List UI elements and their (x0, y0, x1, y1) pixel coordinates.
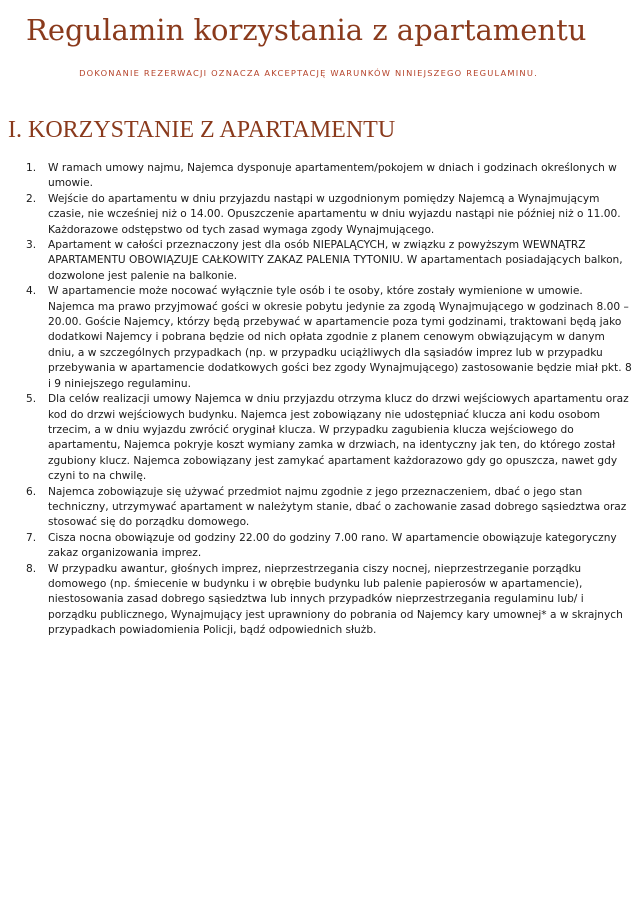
rule-item-4 (0, 284, 632, 392)
rule-number: 4. (26, 285, 37, 298)
rule-item-5 (0, 392, 632, 484)
rule-text: Apartament w całości przeznaczony jest dla osób NIEPALĄCYCH, w związku z powyższym WEWNĄTRZ APARTAMENTU OBOWIĄZUJE CAŁKOWITY ZAKAZ PALENIA TYTONIU. W apartamentach posiadających balkon, dozwolone jest palenie na balkonie. (48, 239, 623, 282)
document-title: Regulamin korzystania z apartamentu (26, 13, 587, 47)
rule-item-2 (0, 192, 632, 238)
rule-text: W ramach umowy najmu, Najemca dysponuje apartamentem/pokojem w dniach i godzinach określonych w umowie. (48, 162, 617, 190)
rule-item-6 (0, 485, 632, 531)
rule-number: 6. (26, 485, 37, 498)
rule-item-1 (0, 161, 632, 192)
rule-item-7 (0, 531, 632, 562)
rule-number: 7. (26, 531, 37, 544)
rule-text: Cisza nocna obowiązuje od godziny 22.00 do godziny 7.00 rano. W apartamencie obowiązuje kategoryczny zakaz organizowania imprez. (48, 531, 617, 560)
section-heading: I. KORZYSTANIE Z APARTAMENTU (8, 117, 396, 143)
rule-text: Dla celów realizacji umowy Najemca w dniu przyjazdu otrzyma klucz do drzwi wejściowych apartamentu oraz kod do drzwi wejściowych budynku. Najemca jest zobowiązany nie udostępniać klucza ani kodu osobom trzecim, a w dniu wyjazdu zwrócić oryginał klucza. W przypadku zagubienia klucza wejściowego do apartamentu, Najemca pokryje koszt wymiany zamka w drzwiach, na identyczny jak ten, do którego został zgubiony klucz. Najemca zobowiązany jest zamykać apartament każdorazowo gdy go opuszcza, nawet gdy czyni to na chwilę. (48, 393, 629, 483)
rule-number: 8. (26, 562, 37, 575)
rule-number: 2. (26, 192, 37, 205)
rule-item-3 (0, 238, 632, 284)
rules-list (0, 161, 637, 639)
rule-text: Najemca zobowiązuje się używać przedmiot najmu zgodnie z jego przeznaczeniem, dbać o jego stan techniczny, utrzymywać apartament w należytym stanie, dbać o zachowanie zasad dobrego sąsiedztwa oraz stosować się do porządku domowego. (48, 485, 627, 529)
rule-number: 1. (26, 162, 37, 174)
document-subtitle: DOKONANIE REZERWACJI OZNACZA AKCEPTACJĘ WARUNKÓW NINIEJSZEGO REGULAMINU. (79, 68, 538, 78)
rule-text: Wejście do apartamentu w dniu przyjazdu nastąpi w uzgodnionym pomiędzy Najemcą a Wynajmującym czasie, nie wcześniej niż o 14.00. Opuszczenie apartamentu w dniu wyjazdu nastąpi nie później niż o 11.00. Każdorazowe odstępstwo od tych zasad wymaga zgody Wynajmującego. (48, 192, 621, 236)
rule-item-8 (0, 562, 632, 639)
rule-number: 5. (26, 393, 37, 406)
rule-number: 3. (26, 239, 37, 252)
rule-text: W apartamencie może nocować wyłącznie tyle osób i te osoby, które zostały wymienione w umowie. Najemca ma prawo przyjmować gości w okresie pobytu jedynie za zgodą Wynajmującego w godzinach 8.00 – 20.00. Goście Najemcy, którzy będą przebywać w apartamencie poza tymi godzinami, traktowani będą jako dodatkowi Najemcy i pobrana będzie od nich opłata zgodnie z planem cenowym obwiązującym w danym dniu, a w szczególnych przypadkach (np. w przypadku uciążliwych dla sąsiadów imprez lub w przypadku przebywania w apartamencie dodatkowych gości bez zgody Wynajmującego) zastosowanie będzie miał pkt. 8 i 9 niniejszego regulaminu. (48, 285, 632, 390)
rule-text: W przypadku awantur, głośnych imprez, nieprzestrzegania ciszy nocnej, nieprzestrzeganie porządku domowego (np. śmiecenie w budynku i w obrębie budynku lub palenie papierosów w apartamencie), niestosowania zasad dobrego sąsiedztwa lub innych przypadków nieprzestrzegania regulaminu lub/ i porządku publicznego, Wynajmujący jest uprawniony do pobrania od Najemcy kary umownej* a w skrajnych przypadkach powiadomienia Policji, bądź odpowiednich służb. (48, 562, 623, 637)
